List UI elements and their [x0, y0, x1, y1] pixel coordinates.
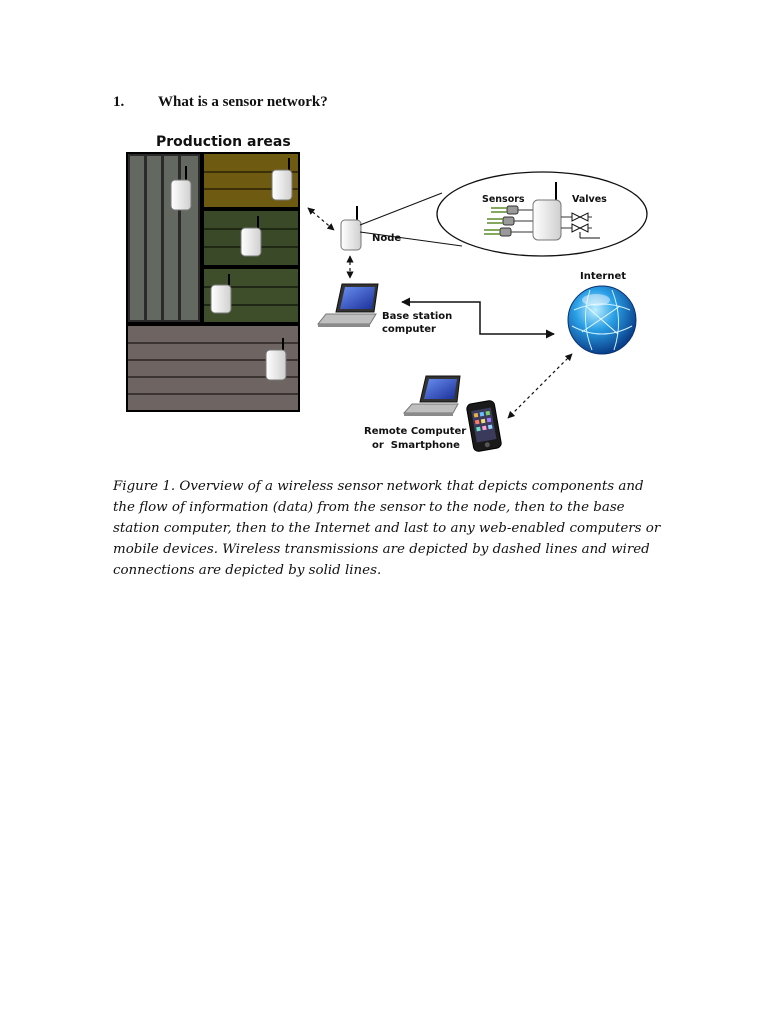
wireless-link-field-node [308, 208, 334, 230]
production-areas-title: Production areas [156, 134, 291, 150]
node-device [341, 206, 361, 250]
remote-label-2: or Smartphone [372, 440, 460, 451]
internet-globe-icon [568, 286, 636, 354]
node-detail-callout [437, 172, 647, 256]
section-number: 1. [113, 94, 125, 110]
wireless-link-internet-remote [508, 354, 572, 418]
remote-label-1: Remote Computer [364, 426, 467, 437]
base-station-label-2: computer [382, 324, 436, 335]
sensor-network-figure [120, 128, 660, 458]
remote-laptop-icon [404, 376, 460, 416]
valves-label: Valves [572, 194, 607, 205]
figure-caption: Figure 1. Overview of a wireless sensor network that depicts components and the flow of information (data) from the sensor to the node, then to the base station computer, then to the Internet and last to any web-enabled computers or mobile devices. Wireless transmissions are depicted by dashed lines and wired connections are depicted by solid lines. [113, 479, 661, 578]
sensors-label: Sensors [482, 194, 525, 205]
internet-label: Internet [580, 271, 627, 282]
section-heading [113, 94, 328, 111]
base-station-laptop-icon [318, 284, 378, 327]
base-station-label-1: Base station [382, 311, 453, 322]
section-title: What is a sensor network? [158, 94, 328, 110]
node-label: Node [372, 233, 402, 244]
smartphone-icon [466, 400, 502, 452]
